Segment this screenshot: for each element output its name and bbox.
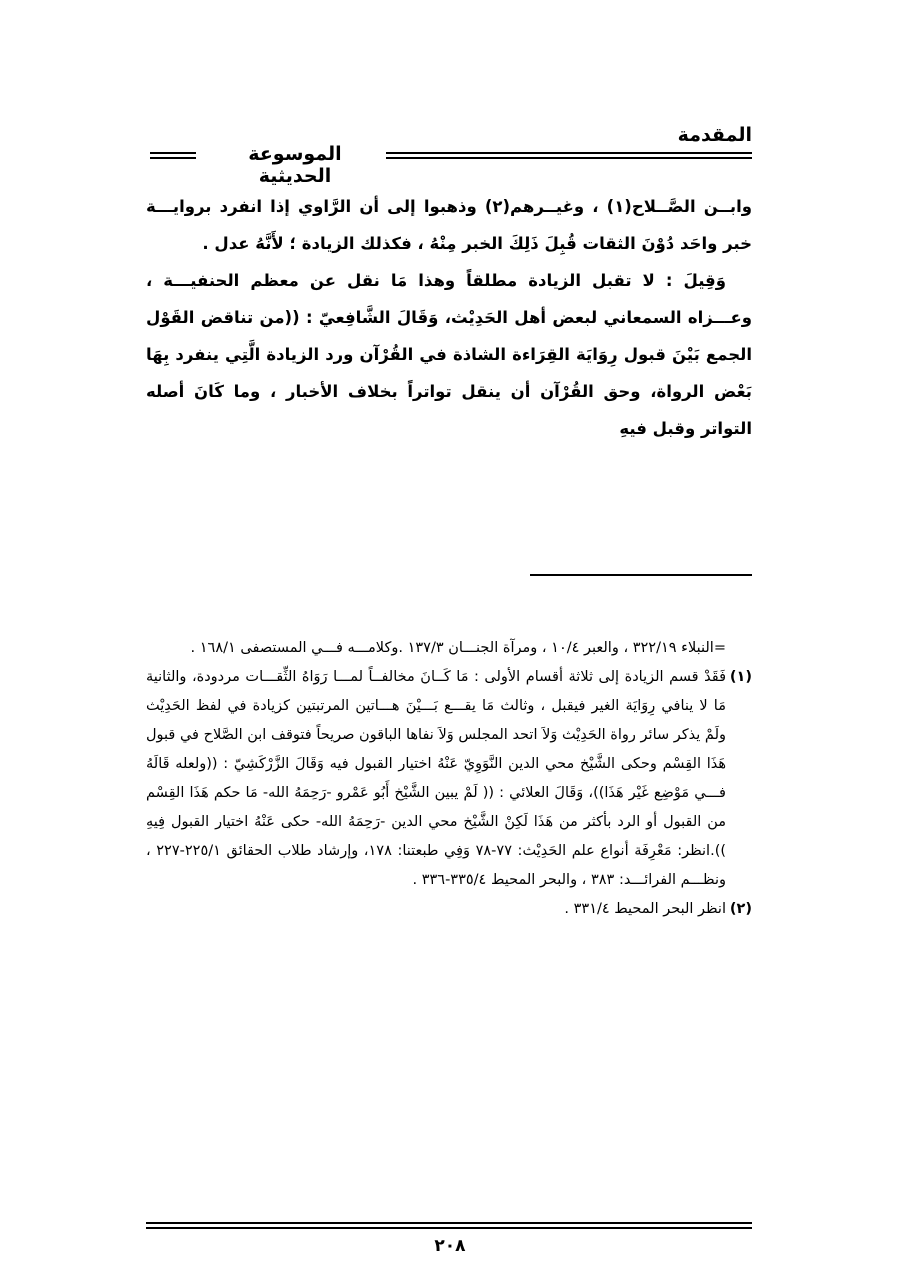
footnote-number: (١) [729, 669, 752, 685]
header-rule-right [386, 152, 752, 154]
footnote-text: انظر البحر المحيط ٣٣١/٤ . [564, 901, 726, 917]
book-title: الموسوعة الحديثية [248, 143, 342, 187]
page-number: ٢٠٨ [434, 1236, 466, 1256]
footer-rule-top [146, 1222, 752, 1224]
main-text [146, 188, 752, 447]
header-rule-left [150, 152, 196, 154]
main-paragraph-1: وابــن الصَّــلاح(١) ، وغيــرهم(٢) وذهبوا إلى أن الرَّاوي إذا انفرد بروايـــة خبر واحَد دُوْنَ الثقات قُبِلَ ذَلِكَ الخبر مِنْهُ ، فكذلك الزيادة ؛ لأَنَّهُ عدل . [146, 197, 752, 253]
header-rule-left-2 [150, 157, 196, 159]
footnote-1 [146, 663, 752, 895]
footnotes [146, 634, 752, 924]
section-title: المقدمة [677, 124, 752, 146]
footnote-number: (٢) [729, 901, 752, 917]
footer-rule-bottom [146, 1227, 752, 1229]
footnote-2 [146, 895, 752, 924]
main-paragraph-2: وَقِيلَ : لا تقبل الزيادة مطلقاً وهذا مَا نقل عن معظم الحنفيـــة ، وعـــزاه السمعاني لبعض أهل الحَدِيْث، وَقَالَ الشَّافِعيّ : ((من تناقض القَوْل الجمع بَيْنَ قبول رِوَايَة القِرَاءة الشاذة في القُرْآن ورد الزيادة الَّتِي ينفرد بِهَا بَعْض الرواة، وحق القُرْآن أن ينقل تواتراً بخلاف الأخبار ، وما كَانَ أصله التواتر وقبل فيهِ [146, 271, 752, 438]
footnote-separator [530, 574, 752, 576]
footnote-text: فَقَدْ قسم الزيادة إلى ثلاثة أقسام الأولى : مَا كَــانَ مخالفــاً لمـــا رَوَاهُ الثِّقـــات مردودة، والثانية مَا لا ينافي رِوَايَة الغير فيقبل ، وثالث مَا يقـــع بَـــيْنَ هـــاتين المرتبتين كزيادة في لفظ الحَدِيْث ولَمْ يذكر سائر رواة الحَدِيْث وَلاَ اتحد المجلس وَلاَ نفاها الباقون صريحاً فتوقف ابن الصَّلاح في قبول هَذَا القِسْم وحكى الشَّيْخ محي الدين النَّوَوِيّ عَنْهُ اختيار القبول فيه وَقَالَ الزَّرْكَشِيّ : ((ولعله قَالَهُ فـــي مَوْضِع غَيْر هَذَا))، وَقَالَ العلائي : (( لَمْ يبين الشَّيْخ أَبُو عَمْرو -رَحِمَهُ الله- مَا حكم هَذَا القِسْم من القبول أو الرد بأكثر من هَذَا لَكِنْ الشَّيْخ محي الدين -رَحِمَهُ الله- حكى عَنْهُ اختيار القبول فِيهِ )).انظر: مَعْرِفَة أنواع علم الحَدِيْث: ٧٧-٧٨ وَفِي طبعتنا: ١٧٨، وإرشاد طلاب الحقائق ٢٢٥/١-٢٢٧ ، ونظـــم الفرائـــد: ٣٨٣ ، والبحر المحيط ٣٣٥/٤-٣٣٦ . [146, 669, 727, 888]
header-rule-right-2 [386, 157, 752, 159]
footnote-continuation: =النبلاء ٣٢٢/١٩ ، والعبر ١٠/٤ ، ومرآة الجنـــان ١٣٧/٣ .وكلامـــه فـــي المستصفى ١٦٨/١ . [190, 640, 726, 656]
